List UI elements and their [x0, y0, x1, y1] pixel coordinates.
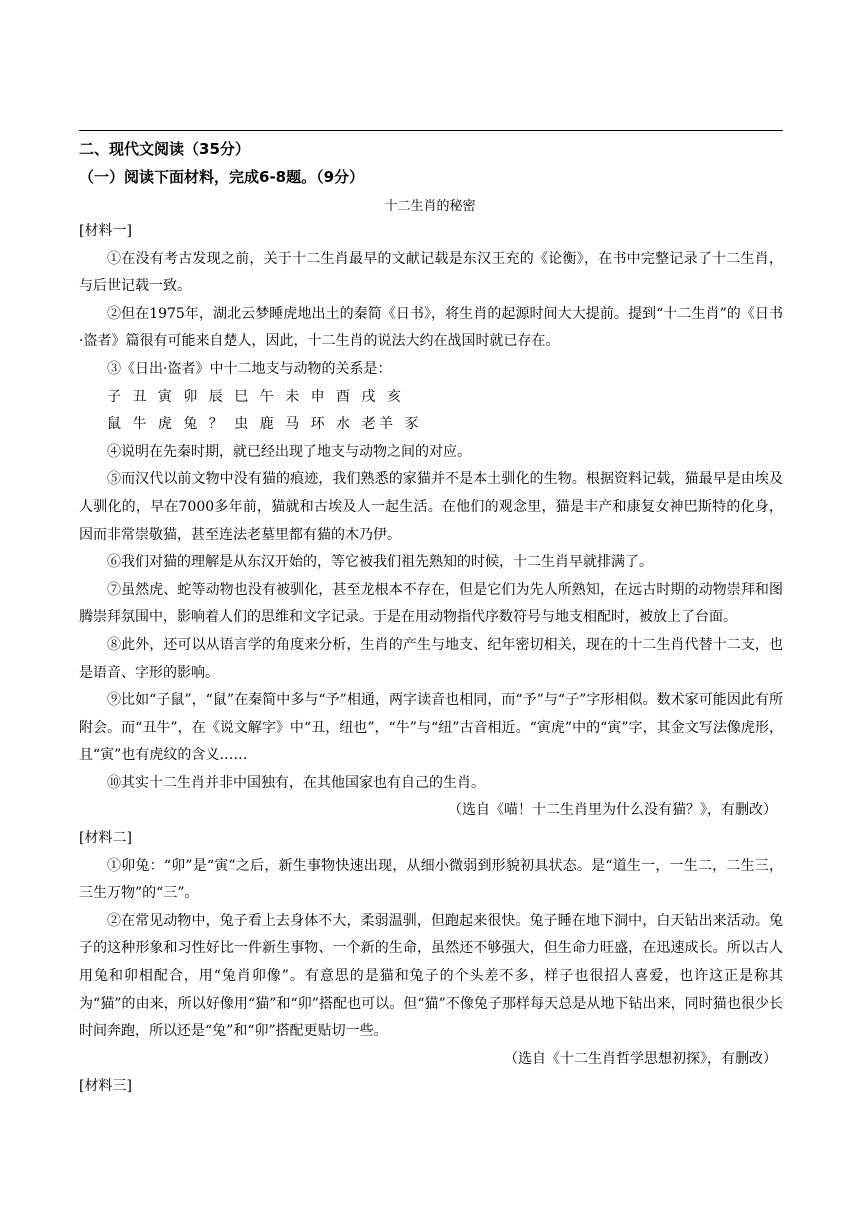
material1-paragraph-4: ④说明在先秦时期，就已经出现了地支与动物之间的对应。	[107, 443, 471, 460]
animal-row: 鼠 牛 虎 兔 ？ 虫 鹿 马 环 水 老羊 豕	[107, 416, 422, 433]
material1-paragraph-6: ⑥我们对猫的理解是从东汉开始的，等它被我们祖先熟知的时候，十二生肖早就排满了。	[107, 554, 653, 571]
top-divider-line	[79, 130, 783, 131]
article-body	[79, 218, 783, 1101]
material1-paragraph-2: ②但在1975年，湖北云梦睡虎地出土的秦简《日书》，将生肖的起源时间大大提前。提到“十二生肖”的《日书·盗者》篇很有可能来自楚人，因此，十二生肖的说法大约在战国时就已存在。	[79, 305, 783, 350]
material1-paragraph-5: ⑤而汉代以前文物中没有猫的痕迹，我们熟悉的家猫并不是本土驯化的生物。根据资料记载，猫最早是由埃及人驯化的，早在7000多年前，猫就和古埃及人一起生活。在他们的观念里，猫是丰产和康复女神巴斯特的化身，因而非常崇敬猫，甚至连法老墓里都有猫的木乃伊。	[79, 471, 783, 543]
dizhi-row: 子 丑 寅 卯 辰 巳 午 未 申 酉 戌 亥	[107, 388, 405, 405]
material1-paragraph-3: ③《日出·盗者》中十二地支与动物的关系是：	[107, 360, 392, 377]
material1-paragraph-8: ⑧此外，还可以从语言学的角度来分析，生肖的产生与地支、纪年密切相关，现在的十二生肖代替十二支，也是语音、字形的影响。	[79, 636, 783, 681]
material2-source: （选自《十二生肖哲学思想初探》，有删改）	[504, 1050, 777, 1067]
material2-paragraph-2: ②在常见动物中，兔子看上去身体不大，柔弱温驯，但跑起来很快。兔子睡在地下洞中，白天钻出来活动。兔子的这种形象和习性好比一件新生事物、一个新的生命，虽然还不够强大，但生命力旺盛，在迅速成长。所以古人用兔和卯相配合，用“兔肖卯像”。有意思的是猫和兔子的个头差不多，样子也很招人喜爱，也许这正是称其为“猫”的由来，所以好像用“猫”和“卯”搭配也可以。但“猫”不像兔子那样每天总是从地下钻出来，同时猫也很少长时间奔跑，所以还是“兔”和“卯”搭配更贴切一些。	[79, 912, 783, 1040]
material3-label: [材料三]	[79, 1078, 132, 1095]
sub-heading: （一）阅读下面材料，完成6-8题。（9分）	[79, 168, 365, 186]
material1-source: （选自《喵！十二生肖里为什么没有猫？》，有删改）	[448, 802, 777, 819]
material1-label: [材料一]	[79, 223, 132, 239]
material1-paragraph-7: ⑦虽然虎、蛇等动物也没有被驯化，甚至龙根本不存在，但是它们为先人所熟知，在远古时期的动物崇拜和图腾崇拜氛围中，影响着人们的思维和文字记录。于是在用动物指代序数符号与地支相配时，被放上了台面。	[79, 581, 783, 626]
material2-label: [材料二]	[79, 830, 132, 847]
material1-paragraph-10: ⑩其实十二生肖并非中国独有，在其他国家也有自己的生肖。	[107, 774, 485, 791]
material2-paragraph-1: ①卯兔：“卯”是“寅”之后，新生事物快速出现，从细小微弱到形貌初具状态。是“道生一，一生二，二生三，三生万物”的“三”。	[79, 857, 783, 902]
section-heading: 二、现代文阅读（35分）	[79, 140, 250, 158]
material1-paragraph-9: ⑨比如“子鼠”，“鼠”在秦简中多与“予”相通，两字读音也相同，而“予”与“子”字形相似。数术家可能因此有所附会。而“丑牛”，在《说文解字》中“丑，纽也”，“牛”与“纽”古音相近。“寅虎”中的“寅”字，其金文写法像虎形，且“寅”也有虎纹的含义……	[79, 692, 783, 764]
article-title: 十二生肖的秘密	[384, 199, 476, 214]
material1-paragraph-1: ①在没有考古发现之前，关于十二生肖最早的文献记载是东汉王充的《论衡》，在书中完整记录了十二生肖，与后世记载一致。	[79, 250, 783, 295]
